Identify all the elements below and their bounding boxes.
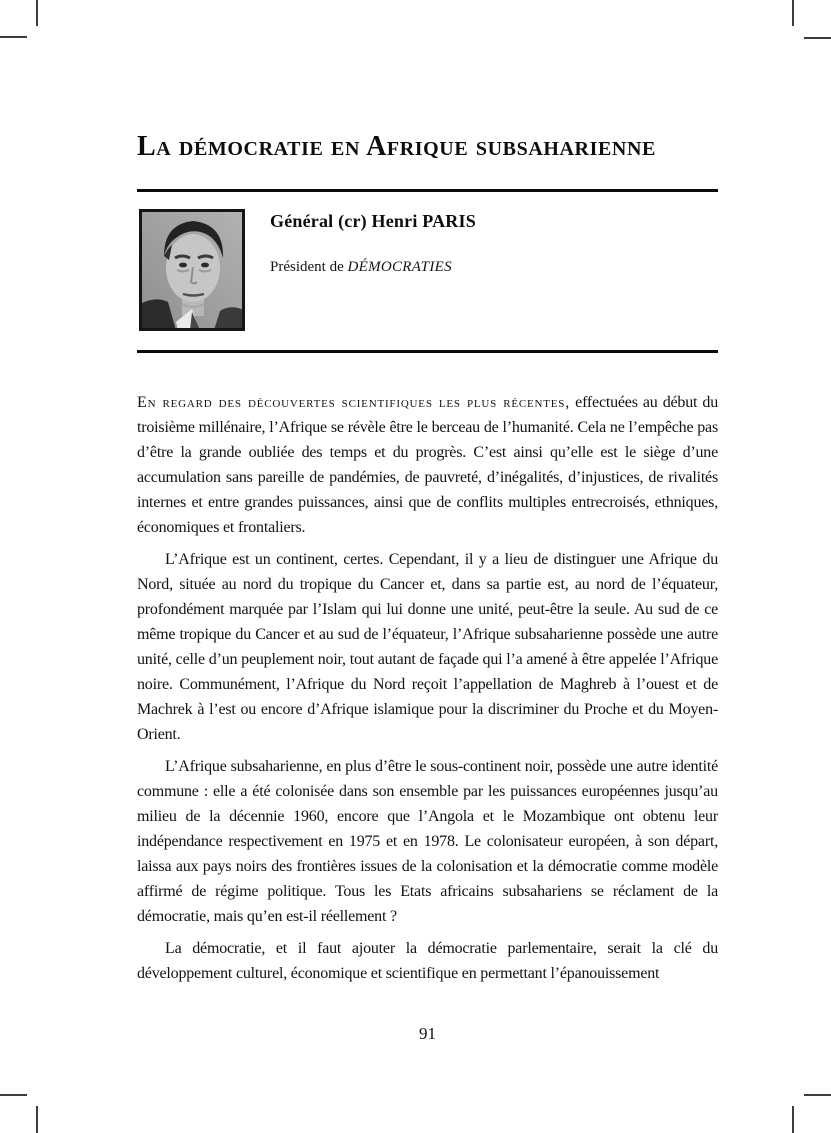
article-body bbox=[137, 390, 718, 993]
crop-mark-top-right-vertical bbox=[792, 0, 794, 26]
crop-mark-top-left-vertical bbox=[36, 0, 38, 26]
crop-mark-top-left-horizontal bbox=[0, 36, 27, 38]
crop-mark-bottom-right-horizontal bbox=[804, 1094, 831, 1096]
portrait-illustration bbox=[142, 212, 242, 328]
paragraph-1 bbox=[137, 390, 718, 540]
author-block bbox=[139, 209, 476, 331]
paragraph-2: L’Afrique est un continent, certes. Cependant, il y a lieu de distinguer une Afrique du Nord, située au nord du tropique du Cancer et, dans sa partie est, au nord de l’équateur, profondément marquée par l’Islam qui lui donne une unité, peut-être la seule. Au sud de ce même tropique du Cancer et au sud de l’équateur, l’Afrique subsaharienne possède une autre unité, celle d’un peuplement noir, tout autant de façade qui l’a amené à être appelée l’Afrique noire. Communément, l’Afrique du Nord reçoit l’appellation de Maghreb à l’ouest et de Machrek à l’est ou encore d’Afrique islamique pour la discriminer du Proche et du Moyen-Orient. bbox=[137, 551, 718, 743]
article-page-content bbox=[137, 0, 718, 1133]
author-role bbox=[270, 259, 476, 276]
paragraph-3: L’Afrique subsaharienne, en plus d’être le sous-continent noir, possède une autre identité commune : elle a été colonisée dans son ensemble par les puissances européennes jusqu’au milieu de la décennie 1960, encore que l’Angola et le Mozambique ont obtenu leur indépendance respectivement en 1975 et en 1978. Le colonisateur européen, à son départ, laissa aux pays noirs des frontières issues de la colonisation et la démocratie comme modèle affirmé de régime politique. Tous les Etats africains subsahariens se réclament de la démocratie, mais qu’en est-il réellement ? bbox=[137, 758, 718, 925]
author-role-organization: DÉMOCRATIES bbox=[347, 259, 452, 275]
header-rule-top bbox=[137, 189, 718, 192]
crop-mark-top-right-horizontal bbox=[804, 37, 831, 39]
crop-mark-bottom-left-vertical bbox=[36, 1106, 38, 1133]
header-rule-bottom bbox=[137, 350, 718, 353]
author-portrait-photo bbox=[139, 209, 245, 331]
page-number: 91 bbox=[419, 1024, 436, 1043]
crop-mark-bottom-left-horizontal bbox=[0, 1094, 27, 1096]
paragraph-1-smallcaps-lead: En regard des découvertes scientifiques les plus récentes, bbox=[137, 394, 571, 411]
author-name: Général (cr) Henri PARIS bbox=[270, 211, 476, 231]
author-text-block bbox=[270, 209, 476, 276]
author-role-prefix: Président de bbox=[270, 259, 348, 275]
paragraph-1-rest: effectuées au début du troisième millénaire, l’Afrique se révèle être le berceau de l’humanité. Cela ne l’empêche pas d’être la grande oubliée des temps et du progrès. C’est ainsi qu’elle est le siège d’une accumulation sans pareille de pandémies, de pauvreté, d’inégalités, d’injustices, de rivalités internes et entre grandes puissances, ainsi que de conflits multiples entrecroisés, ethniques, économiques et frontaliers. bbox=[137, 394, 718, 536]
paragraph-4: La démocratie, et il faut ajouter la démocratie parlementaire, serait la clé du développement culturel, économique et scientifique en permettant l’épanouissement bbox=[137, 940, 718, 982]
crop-mark-bottom-right-vertical bbox=[792, 1106, 794, 1133]
page-title: La démocratie en Afrique subsaharienne bbox=[137, 131, 656, 162]
